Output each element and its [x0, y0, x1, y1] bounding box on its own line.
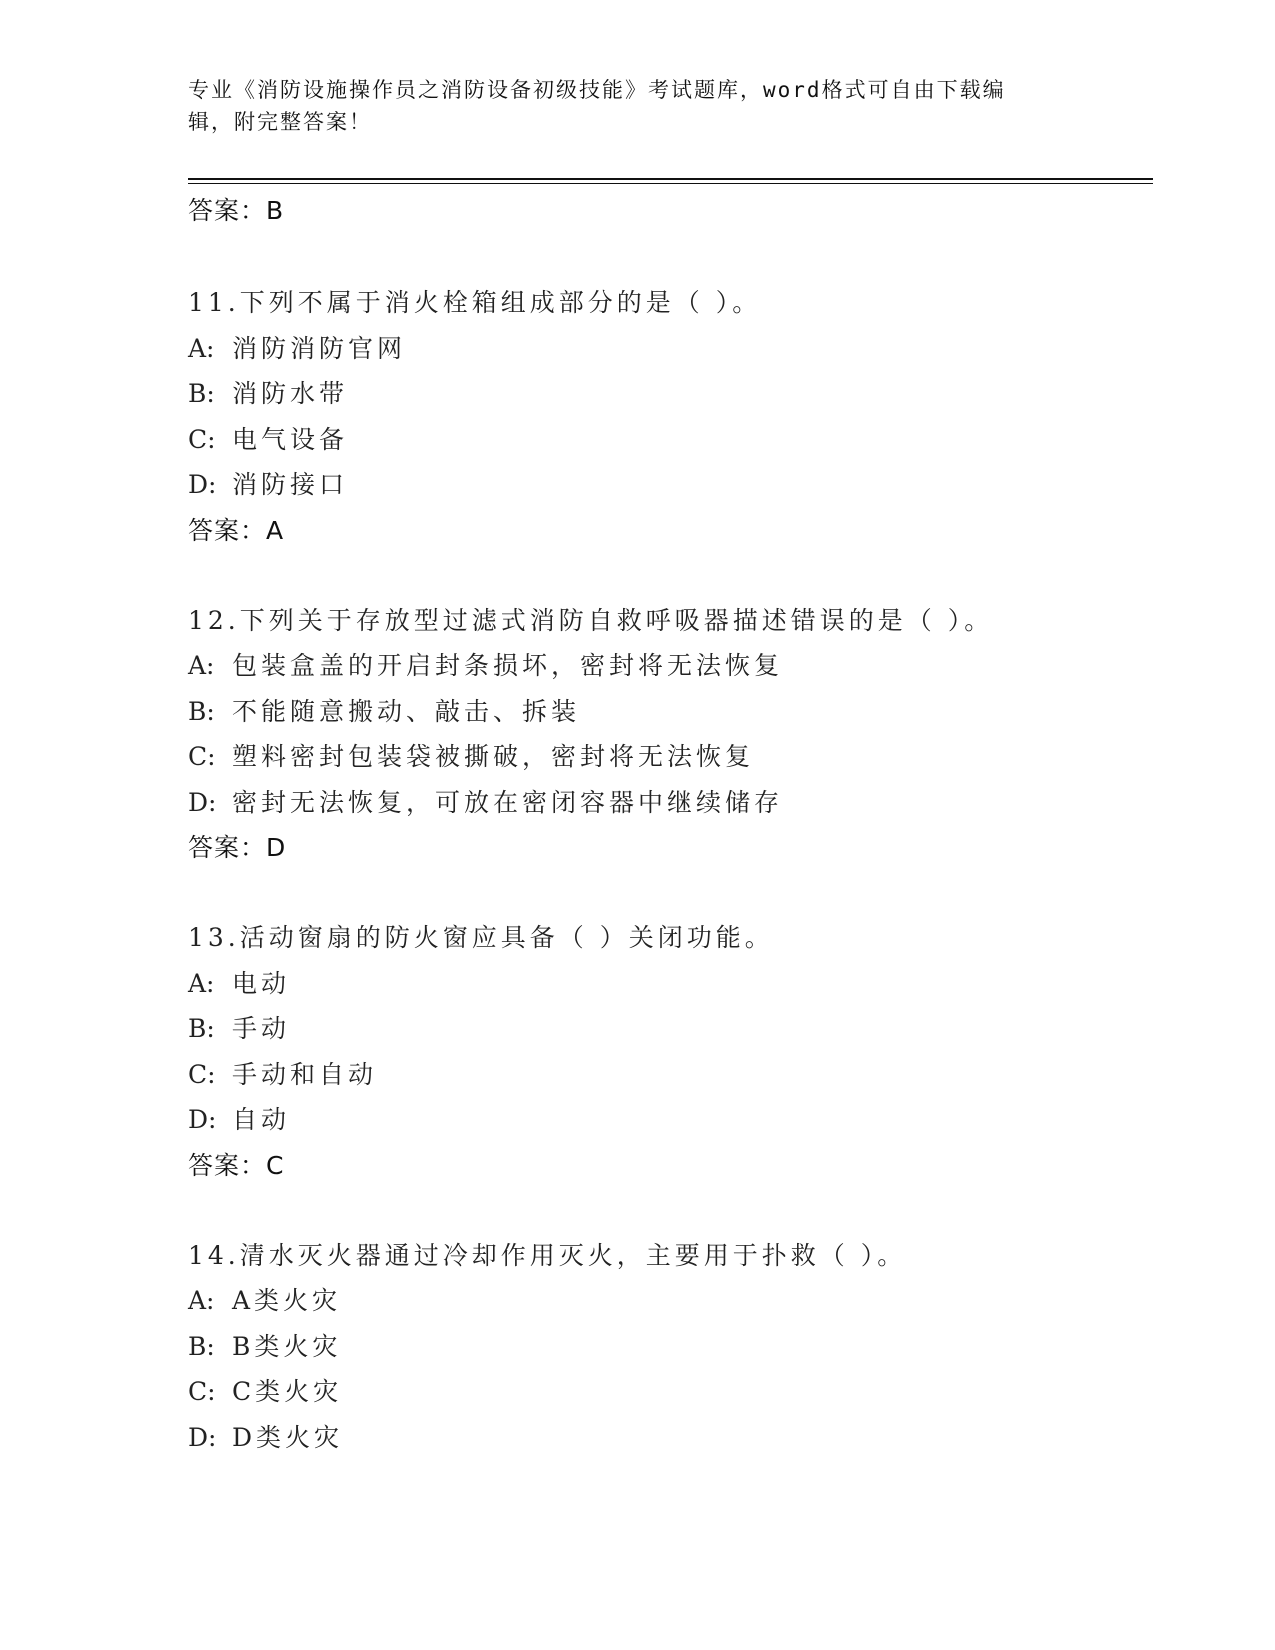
- option-letter: D:: [188, 1105, 217, 1134]
- option-b: [188, 371, 1153, 417]
- question-text: 13.活动窗扇的防火窗应具备（ ）关闭功能。: [188, 923, 774, 952]
- question-block-12: [188, 598, 1153, 872]
- option-text: 不能随意搬动、敲击、拆装: [232, 696, 581, 726]
- header-divider-thin: [188, 183, 1153, 184]
- option-text: C类火灾: [232, 1377, 343, 1406]
- option-text: 自动: [232, 1105, 291, 1134]
- spacer: [188, 234, 1153, 280]
- answer: 答案：C: [188, 1150, 285, 1180]
- option-letter: D:: [188, 1422, 217, 1452]
- option-c: [188, 1052, 1153, 1098]
- question-block-11: [188, 280, 1153, 554]
- option-letter: A:: [188, 333, 215, 363]
- option-c: [188, 1369, 1153, 1415]
- option-letter: A:: [188, 651, 215, 680]
- option-text: D类火灾: [232, 1422, 344, 1452]
- option-c: [188, 417, 1153, 463]
- option-letter: C:: [188, 742, 216, 771]
- option-b: [188, 1324, 1153, 1370]
- option-text: 消防接口: [232, 470, 349, 499]
- header-line-1: 专业《消防设施操作员之消防设备初级技能》考试题库，word格式可自由下载编: [188, 78, 1006, 102]
- spacer: [188, 554, 1153, 598]
- header-divider-thick: [188, 178, 1153, 180]
- option-a: [188, 961, 1153, 1007]
- spacer: [188, 1189, 1153, 1233]
- option-letter: A:: [188, 1286, 215, 1315]
- option-letter: A:: [188, 968, 215, 998]
- option-d: [188, 1415, 1153, 1461]
- option-d: [188, 1097, 1153, 1143]
- option-text: 消防消防官网: [232, 333, 407, 363]
- option-letter: B:: [188, 379, 215, 408]
- option-text: 消防水带: [232, 379, 349, 408]
- header-line-2: 辑，附完整答案！: [188, 110, 372, 134]
- option-letter: B:: [188, 696, 215, 726]
- option-letter: B:: [188, 1331, 215, 1361]
- option-a: [188, 643, 1153, 689]
- option-d: [188, 462, 1153, 508]
- option-letter: C:: [188, 424, 216, 454]
- option-text: 密封无法恢复，可放在密闭容器中继续储存: [232, 787, 784, 817]
- answer: 答案：A: [188, 515, 285, 545]
- question-text: 11.下列不属于消火栓箱组成部分的是（ ）。: [188, 288, 762, 317]
- document-header: [188, 74, 1068, 138]
- option-letter: D:: [188, 787, 217, 817]
- question-list: [188, 188, 1153, 1460]
- answer: 答案：D: [188, 833, 287, 862]
- option-letter: C:: [188, 1059, 216, 1089]
- option-a: [188, 1278, 1153, 1324]
- spacer: [188, 871, 1153, 915]
- option-text: 手动: [232, 1014, 291, 1043]
- option-text: B类火灾: [232, 1331, 342, 1361]
- option-letter: D:: [188, 470, 217, 499]
- option-b: [188, 1006, 1153, 1052]
- option-text: 包装盒盖的开启封条损坏，密封将无法恢复: [232, 651, 784, 680]
- question-block-14: [188, 1233, 1153, 1461]
- option-c: [188, 734, 1153, 780]
- option-a: [188, 326, 1153, 372]
- option-text: 手动和自动: [232, 1059, 378, 1089]
- question-text: 12.下列关于存放型过滤式消防自救呼吸器描述错误的是（ ）。: [188, 605, 994, 635]
- option-text: 电气设备: [232, 424, 349, 454]
- answer-previous: 答案：B: [188, 196, 285, 225]
- option-b: [188, 689, 1153, 735]
- question-block-13: [188, 915, 1153, 1189]
- option-d: [188, 780, 1153, 826]
- option-text: A类火灾: [232, 1286, 342, 1315]
- option-text: 电动: [232, 968, 291, 998]
- option-letter: B:: [188, 1014, 215, 1043]
- option-letter: C:: [188, 1377, 216, 1406]
- question-text: 14.清水灭火器通过冷却作用灭火，主要用于扑救（ ）。: [188, 1240, 907, 1270]
- option-text: 塑料密封包装袋被撕破，密封将无法恢复: [232, 742, 755, 771]
